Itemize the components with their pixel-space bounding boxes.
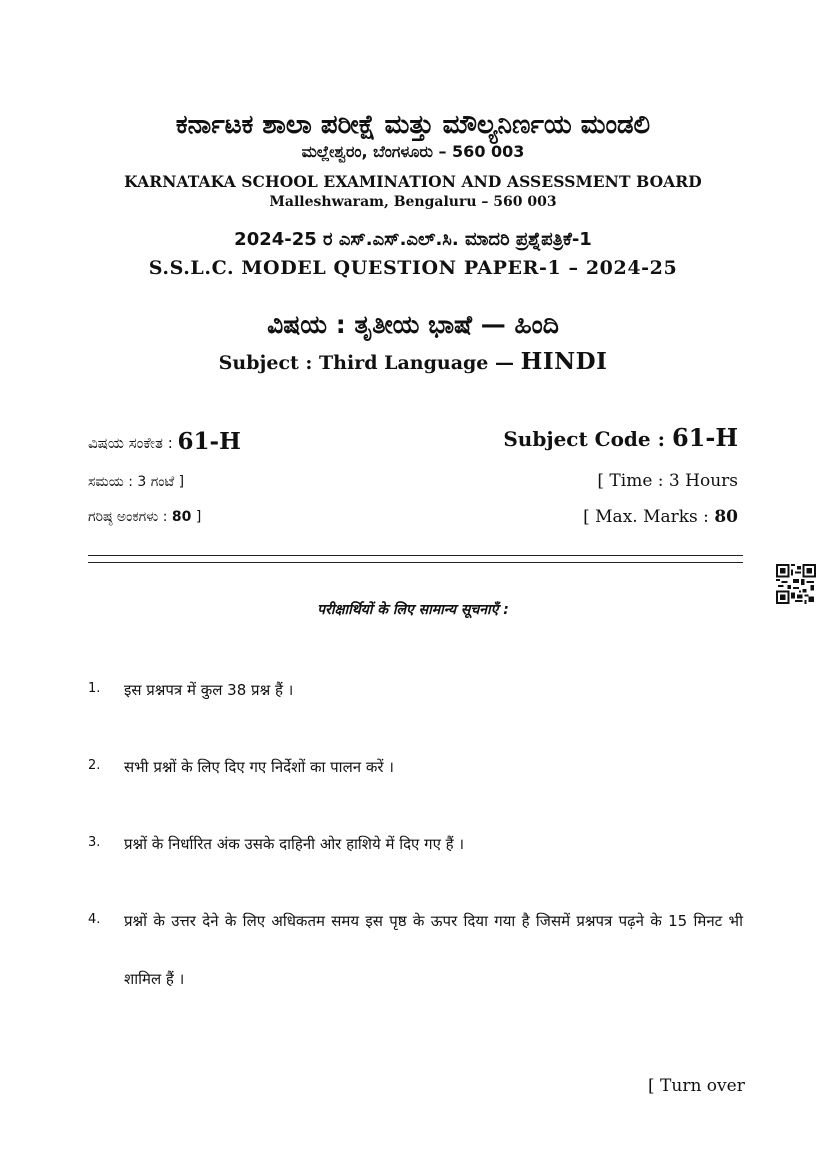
subject-kannada: ವಿಷಯ : ತೃತೀಯ ಭಾಷೆ — ಹಿಂದಿ <box>267 310 559 339</box>
instruction-number: 3. <box>88 835 101 850</box>
instruction-text: प्रश्नों के उत्तर देने के लिए अधिकतम समय इस पृष्ठ के ऊपर दिया गया है जिसमें प्रश्नपत्र पढ़ने के 15 मिनट भी शामिल हैं । <box>124 912 743 988</box>
marks-label-kannada: ಗರಿಷ್ಠ ಅಂಕಗಳು : <box>88 509 168 525</box>
board-address-kannada: ಮಲ್ಲೇಶ್ವರಂ, ಬೆಂಗಳೂರು – 560 003 <box>301 142 525 161</box>
marks-value-english: 80 <box>714 507 738 527</box>
instruction-text: इस प्रश्नपत्र में कुल 38 प्रश्न हैं । <box>124 681 294 699</box>
time-kannada: ಸಮಯ : 3 ಗಂಟೆ ] <box>88 474 185 490</box>
board-address-english: Malleshwaram, Bengaluru – 560 003 <box>269 194 557 210</box>
subject-english <box>0 348 826 375</box>
subject-english-name: HINDI <box>520 348 608 375</box>
marks-bracket-kannada: ] <box>195 509 202 525</box>
subject-code-label-kannada: ವಿಷಯ ಸಂಕೇತ : <box>88 434 173 452</box>
instruction-number: 2. <box>88 758 101 773</box>
marks-value-kannada: 80 <box>171 509 192 525</box>
divider-line-top <box>88 555 743 556</box>
subject-code-kannada <box>88 427 241 454</box>
divider-line-bottom <box>88 562 743 563</box>
subject-code-english <box>503 423 738 452</box>
qr-code-icon <box>776 564 816 604</box>
subject-english-prefix: Subject : Third Language — <box>218 352 514 374</box>
marks-label-english: [ Max. Marks : <box>583 507 709 527</box>
turn-over-note: [ Turn over <box>648 1076 745 1096</box>
board-name-english: KARNATAKA SCHOOL EXAMINATION AND ASSESSMENT BOARD <box>124 172 702 191</box>
subject-code-label-english: Subject Code : <box>503 427 665 451</box>
board-name-kannada: ಕರ್ನಾಟಕ ಶಾಲಾ ಪರೀಕ್ಷೆ ಮತ್ತು ಮೌಲ್ಯನಿರ್ಣಯ ಮಂಡಲಿ <box>175 110 651 140</box>
instruction-number: 1. <box>88 681 101 696</box>
subject-code-value-english: 61-H <box>671 423 738 452</box>
marks-kannada <box>88 509 201 525</box>
instruction-text: सभी प्रश्नों के लिए दिए गए निर्देशों का पालन करें । <box>124 758 394 776</box>
time-english: [ Time : 3 Hours <box>597 471 738 491</box>
subject-code-value-kannada: 61-H <box>177 428 241 455</box>
instruction-number: 4. <box>88 912 101 927</box>
paper-title-kannada: 2024-25 ರ ಎಸ್.ಎಸ್.ಎಲ್.ಸಿ. ಮಾದರಿ ಪ್ರಶ್ನೆಪತ್ರಿಕೆ-1 <box>234 229 592 250</box>
marks-english <box>583 507 738 527</box>
paper-title-english: S.S.L.C. MODEL QUESTION PAPER-1 – 2024-25 <box>148 257 678 279</box>
instructions-title: परीक्षार्थियों के लिए सामान्य सूचनाएँ : <box>317 602 509 618</box>
instruction-text: प्रश्नों के निर्धारित अंक उसके दाहिनी ओर हाशिये में दिए गए हैं । <box>124 835 465 853</box>
